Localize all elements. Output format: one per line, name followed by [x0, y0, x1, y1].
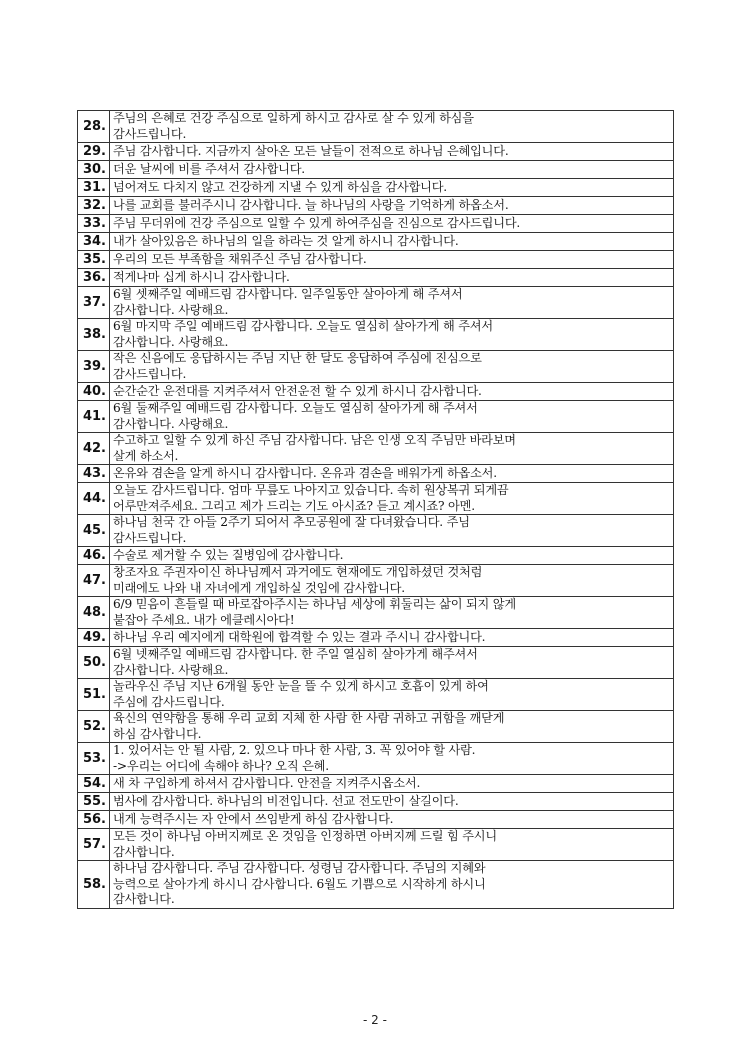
item-text-line: 하나님 천국 간 아들 2주기 되어서 추모공원에 잘 다녀왔습니다. 주님	[113, 515, 470, 529]
item-text-line: 6월 넷째주일 예배드림 감사합니다. 한 주일 열심히 살아가게 해주셔서	[113, 647, 478, 661]
table-row	[78, 251, 674, 269]
table-row	[78, 811, 674, 829]
item-text	[110, 319, 674, 351]
table-row	[78, 111, 674, 143]
item-number: 56.	[78, 811, 110, 829]
item-text-line: 하나님 우리 예지에게 대학원에 합격할 수 있는 결과 주시니 감사합니다.	[113, 629, 486, 644]
item-text-line: 적게나마 십게 하시니 감사합니다.	[113, 269, 290, 284]
item-text-line: 감사합니다. 사랑해요.	[113, 416, 229, 431]
table-row	[78, 629, 674, 647]
item-text-line: 더운 날씨에 비를 주셔서 감사합니다.	[113, 161, 305, 176]
item-number: 49.	[78, 629, 110, 647]
item-number: 31.	[78, 179, 110, 197]
table-row	[78, 143, 674, 161]
item-number: 39.	[78, 351, 110, 383]
item-text-line: 육신의 연약함을 통해 우리 교회 지체 한 사람 한 사람 귀하고 귀함을 깨닫게	[113, 711, 505, 725]
item-text	[110, 597, 674, 629]
item-text-line: 감사합니다. 사랑해요.	[113, 334, 229, 349]
gratitude-table-container	[77, 110, 674, 909]
table-row	[78, 711, 674, 743]
item-number: 32.	[78, 197, 110, 215]
table-row	[78, 775, 674, 793]
table-row	[78, 269, 674, 287]
item-text-line: 능력으로 살아가게 하시니 감사합니다. 6월도 기쁨으로 시작하게 하시니	[113, 876, 486, 891]
item-text-line: 감사드립니다.	[113, 366, 187, 381]
item-text-line: 내가 살아있음은 하나님의 일을 하라는 것 알게 하시니 감사합니다.	[113, 233, 459, 248]
table-row	[78, 197, 674, 215]
item-number: 57.	[78, 829, 110, 861]
table-row	[78, 401, 674, 433]
item-text-line: 주님 감사합니다. 지금까지 살아온 모든 날들이 전적으로 하나님 은혜입니다.	[113, 143, 509, 158]
table-row	[78, 515, 674, 547]
item-text-line: 6월 둘째주일 예배드림 감사합니다. 오늘도 열심히 살아가게 해 주셔서	[113, 401, 478, 415]
item-number: 45.	[78, 515, 110, 547]
item-number: 28.	[78, 111, 110, 143]
table-row	[78, 483, 674, 515]
item-number: 58.	[78, 861, 110, 909]
table-row	[78, 565, 674, 597]
table-row	[78, 743, 674, 775]
item-text-line: 붙잡아 주세요. 내가 에클레시아다!	[113, 612, 295, 627]
item-text-line: 온유와 겸손을 알게 하시니 감사합니다. 온유과 겸손을 배워가게 하옵소서.	[113, 465, 497, 480]
item-number: 44.	[78, 483, 110, 515]
table-row	[78, 465, 674, 483]
item-text-line: 6/9 믿음이 흔들릴 때 바로잡아주시는 하나님 세상에 휘둘리는 삶이 되지 않게	[113, 597, 516, 611]
item-number: 34.	[78, 233, 110, 251]
item-text	[110, 383, 674, 401]
item-number: 51.	[78, 679, 110, 711]
item-text-line: 살게 하소서.	[113, 448, 179, 463]
item-text	[110, 483, 674, 515]
table-row	[78, 861, 674, 909]
item-number: 50.	[78, 647, 110, 679]
table-row	[78, 829, 674, 861]
item-text	[110, 647, 674, 679]
table-row	[78, 433, 674, 465]
item-number: 54.	[78, 775, 110, 793]
item-text	[110, 401, 674, 433]
item-text-line: 순간순간 운전대를 지켜주셔서 안전운전 할 수 있게 하시니 감사합니다.	[113, 383, 482, 398]
table-row	[78, 597, 674, 629]
table-row	[78, 233, 674, 251]
gratitude-table-body	[78, 111, 674, 909]
item-number: 43.	[78, 465, 110, 483]
item-text	[110, 143, 674, 161]
item-number: 37.	[78, 287, 110, 319]
gratitude-table	[77, 110, 674, 909]
table-row	[78, 215, 674, 233]
table-row	[78, 179, 674, 197]
item-text-line: 내게 능력주시는 자 안에서 쓰임받게 하심 감사합니다.	[113, 811, 394, 826]
item-text-line: 나를 교회를 불러주시니 감사합니다. 늘 하나님의 사랑을 기억하게 하옵소서.	[113, 197, 509, 212]
item-text	[110, 711, 674, 743]
item-text-line: 어루만져주세요. 그리고 제가 드리는 기도 아시죠? 듣고 계시죠? 아멘.	[113, 498, 475, 513]
item-text-line: 6월 셋째주일 예배드림 감사합니다. 일주일동안 살아아게 해 주셔서	[113, 287, 463, 301]
table-row	[78, 161, 674, 179]
item-text	[110, 743, 674, 775]
item-number: 33.	[78, 215, 110, 233]
item-text	[110, 679, 674, 711]
item-text	[110, 793, 674, 811]
item-text-line: 우리의 모든 부족함을 채워주신 주님 감사합니다.	[113, 251, 367, 266]
item-number: 46.	[78, 547, 110, 565]
item-text-line: 주님 무더위에 건강 주심으로 일할 수 있게 하여주심을 진심으로 감사드립니다.	[113, 215, 521, 230]
item-text	[110, 433, 674, 465]
item-number: 55.	[78, 793, 110, 811]
table-row	[78, 679, 674, 711]
item-text-line: 수고하고 일할 수 있게 하신 주님 감사합니다. 남은 인생 오직 주님만 바라보며	[113, 433, 516, 447]
item-text	[110, 215, 674, 233]
item-text-line: 범사에 감사합니다. 하나님의 비전입니다. 선교 전도만이 살길이다.	[113, 793, 459, 808]
item-text-line: 새 차 구입하게 하셔서 감사합니다. 안전을 지켜주시옵소서.	[113, 775, 421, 790]
item-text	[110, 197, 674, 215]
item-text-line: 감사드립니다.	[113, 126, 187, 141]
item-text	[110, 465, 674, 483]
table-row	[78, 547, 674, 565]
item-text-line: 감사합니다.	[113, 844, 175, 859]
item-text-line: 주심에 감사드립니다.	[113, 694, 225, 709]
item-text	[110, 111, 674, 143]
item-text-line: 하심 감사합니다.	[113, 726, 202, 741]
table-row	[78, 647, 674, 679]
table-row	[78, 793, 674, 811]
item-number: 36.	[78, 269, 110, 287]
item-text-line: 하나님 감사합니다. 주님 감사합니다. 성령님 감사합니다. 주님의 지혜와	[113, 861, 486, 875]
table-row	[78, 319, 674, 351]
item-text	[110, 811, 674, 829]
item-text	[110, 251, 674, 269]
item-text	[110, 775, 674, 793]
item-number: 48.	[78, 597, 110, 629]
item-text-line: 미래에도 나와 내 자녀에게 개입하실 것임에 감사합니다.	[113, 580, 405, 595]
item-number: 42.	[78, 433, 110, 465]
item-text-line: 주님의 은혜로 건강 주심으로 일하게 하시고 감사로 살 수 있게 하심을	[113, 111, 474, 125]
item-text	[110, 233, 674, 251]
item-text	[110, 829, 674, 861]
item-text	[110, 515, 674, 547]
item-text-line: 감사합니다.	[113, 892, 175, 906]
item-text-line: 작은 신음에도 응답하시는 주님 지난 한 달도 응답하여 주심에 진심으로	[113, 351, 482, 365]
page-number: - 2 -	[363, 1013, 387, 1027]
item-text	[110, 629, 674, 647]
item-text-line: 감사합니다. 사랑해요.	[113, 662, 229, 677]
item-text-line: 감사합니다. 사랑해요.	[113, 302, 229, 317]
item-text-line: 감사드립니다.	[113, 530, 187, 545]
item-text-line: 수술로 제거할 수 있는 질병임에 감사합니다.	[113, 547, 344, 562]
item-text	[110, 269, 674, 287]
item-number: 38.	[78, 319, 110, 351]
item-number: 41.	[78, 401, 110, 433]
item-number: 35.	[78, 251, 110, 269]
item-text-line: 창조자요 주권자이신 하나님께서 과거에도 현재에도 개입하셨던 것처럼	[113, 565, 483, 579]
item-text-line: 오늘도 감사드립니다. 엄마 무릎도 나아지고 있습니다. 속히 원상복귀 되게끔	[113, 483, 509, 497]
item-number: 29.	[78, 143, 110, 161]
item-number: 53.	[78, 743, 110, 775]
item-text-line: 모든 것이 하나님 아버지께로 온 것임을 인정하면 아버지께 드릴 힘 주시니	[113, 829, 497, 843]
table-row	[78, 351, 674, 383]
table-row	[78, 287, 674, 319]
item-text	[110, 861, 674, 909]
item-text-line: 6월 마지막 주일 예배드림 감사합니다. 오늘도 열심히 살아가게 해 주셔서	[113, 319, 493, 333]
item-number: 47.	[78, 565, 110, 597]
item-text-line: ->우리는 어디에 속해야 하나? 오직 은혜.	[113, 758, 329, 773]
item-text	[110, 547, 674, 565]
table-row	[78, 383, 674, 401]
item-text	[110, 351, 674, 383]
item-text-line: 1. 있어서는 안 될 사람, 2. 있으나 마나 한 사람, 3. 꼭 있어야 할 사람.	[113, 743, 476, 757]
item-number: 52.	[78, 711, 110, 743]
item-text	[110, 161, 674, 179]
item-text-line: 넘어져도 다치지 않고 건강하게 지낼 수 있게 하심을 감사합니다.	[113, 179, 447, 194]
item-text	[110, 287, 674, 319]
item-number: 30.	[78, 161, 110, 179]
item-text	[110, 565, 674, 597]
item-number: 40.	[78, 383, 110, 401]
item-text-line: 놀라우신 주님 지난 6개월 동안 눈을 뜰 수 있게 하시고 호흡이 있게 하여	[113, 679, 489, 693]
item-text	[110, 179, 674, 197]
